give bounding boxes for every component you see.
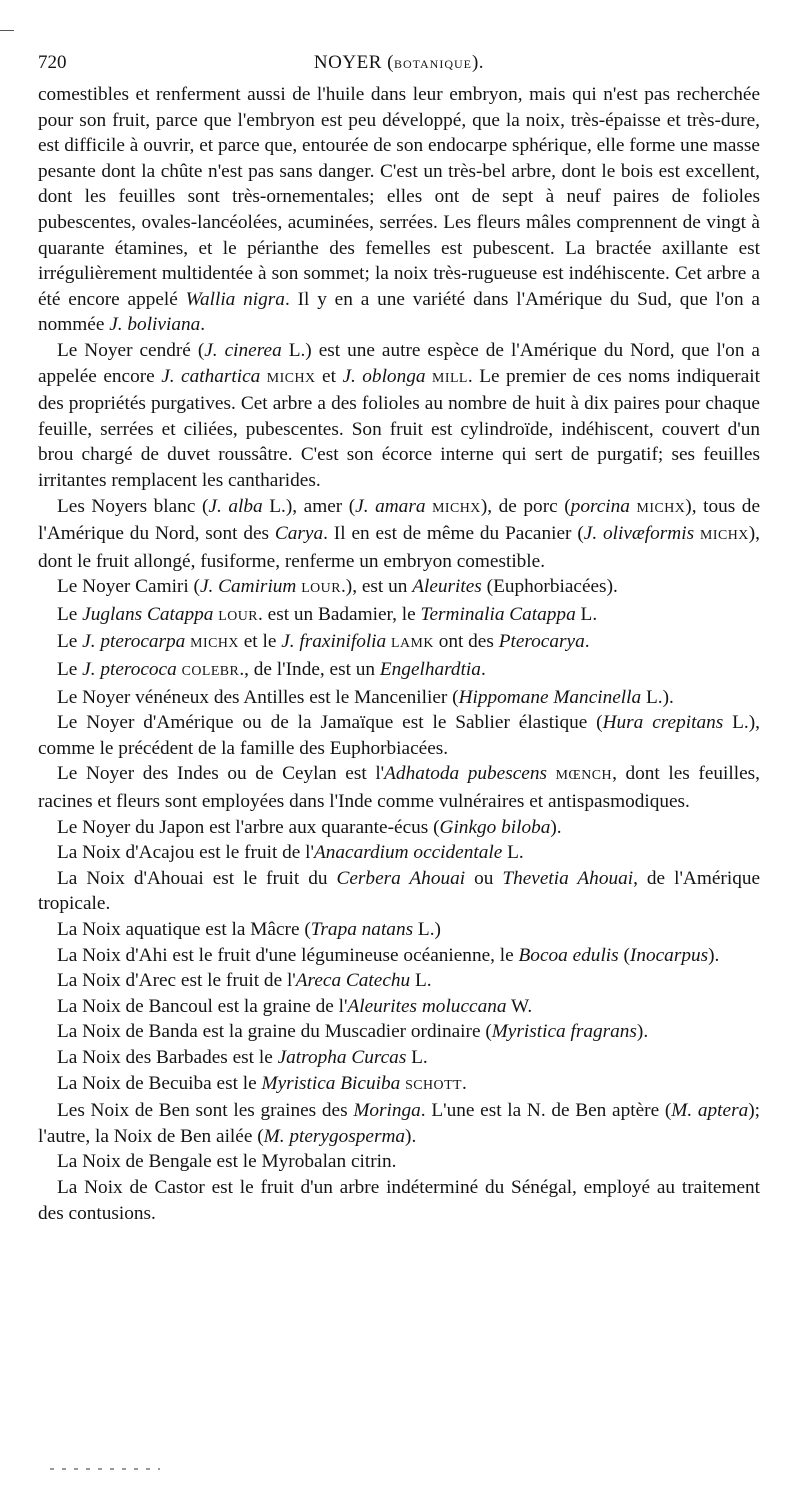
text-segment: . Il en est de même du Pacanier ( [323, 523, 584, 545]
text-segment: Les Noyers blanc ( [57, 495, 209, 517]
italic-term: J. pterococa [82, 659, 177, 681]
text-segment: . [200, 314, 206, 336]
text-segment: L.) [413, 919, 441, 940]
text-segment: , dont les feuilles, racines et fleurs sont employées dans l'Inde comme vulnéraires et antispasmodiques. [38, 763, 760, 813]
paragraph-p4 [38, 602, 760, 630]
italic-term: Juglans Catappa [82, 603, 214, 625]
text-segment: La Noix d'Ahi est le fruit d'une légumineuse océanienne, le [57, 944, 519, 966]
italic-term: Engelhardtia [379, 659, 481, 681]
running-head-end: ). [471, 52, 485, 73]
text-segment: Le Noyer Camiri ( [57, 576, 200, 598]
text-segment: . est un Badamier, le [258, 603, 421, 625]
italic-term: J. boliviana [109, 314, 201, 336]
text-segment: Le Noyer d'Amérique ou de la Jamaïque est le Sablier élastique ( [57, 712, 603, 734]
footer-scan-noise [50, 1468, 160, 1470]
text-segment: et le [238, 631, 282, 653]
text-segment: . L'une est la N. de Ben aptère ( [420, 1100, 672, 1122]
running-head [38, 52, 760, 74]
text-segment: La Noix d'Acajou est le fruit de l' [57, 842, 314, 864]
text-segment: La Noix de Becuiba est le [57, 1072, 262, 1094]
text-segment: L. [410, 970, 432, 992]
paragraph-p11 [38, 840, 760, 866]
italic-term: J. alba [208, 495, 263, 517]
italic-term: J. cathartica [161, 365, 261, 387]
paragraph-p17 [38, 1019, 760, 1045]
text-segment: Le [57, 659, 83, 681]
author-abbrev: COLEBR [181, 664, 240, 680]
text-segment: La Noix des Barbades est le [57, 1046, 278, 1068]
text-segment: La Noix d'Ahouai est le fruit du [57, 867, 337, 889]
text-segment: (Euphorbiacées). [481, 576, 618, 598]
author-abbrev: MICHX [190, 636, 239, 652]
text-segment: ., de l'Inde, est un [239, 659, 380, 681]
running-head-small-caps: BOTANIQUE [393, 57, 472, 71]
paragraph-p2 [38, 494, 760, 575]
document-page [38, 52, 760, 1226]
paragraph-p15 [38, 968, 760, 994]
paragraph-p0 [38, 82, 760, 338]
text-segment: Le Noyer cendré ( [57, 339, 205, 361]
text-segment: ), dont le fruit allongé, fusiforme, renferme un embryon comestible. [38, 523, 760, 572]
text-segment: . Il y en a une variété dans l'Amérique du Sud, que l'on a nommée [38, 288, 760, 336]
italic-term: Adhatoda pubescens [384, 763, 547, 785]
text-segment: . [462, 1072, 467, 1094]
author-abbrev: MICHX [432, 500, 481, 516]
italic-term: Terminalia Catappa [420, 603, 576, 625]
text-segment: ou [465, 867, 503, 889]
italic-term: Jatropha Curcas [277, 1046, 407, 1068]
paragraph-p21 [38, 1149, 760, 1175]
paragraph-p12 [38, 866, 760, 917]
text-segment: L.), amer ( [262, 495, 356, 517]
author-abbrev: MILL [431, 370, 468, 386]
text-segment: comestibles et renferment aussi de l'huile dans leur embryon, mais qui n'est pas recherchée pour son fruit, parce que l'embryon est peu développé, que la noix, très-épaisse et très-dure, est difficile à ouvrir, et parce que, entourée de son endocarpe sphérique, elle forme une masse pesante dont la chûte n'est pas sans danger. C'est un très-bel arbre, dont le bois est excellent, dont les feuilles sont très-ornementales; elles ont de sept à neuf paires de folioles pubescentes, ovales-lancéolées, acuminées, serrées. Les fleurs mâles comprennent de vingt à quarante étamines, et le périanthe des femelles est pubescent. La bractée axillante est irrégulièrement multidentée à son sommet; la noix très-rugueuse est indéhiscente. Cet arbre a été encore appelé [38, 84, 760, 310]
paragraph-p3 [38, 574, 760, 602]
author-abbrev: MICHX [636, 500, 686, 516]
italic-term: M. pterygosperma [263, 1125, 406, 1147]
text-segment: Le Noyer des Indes ou de Ceylan est l' [57, 763, 385, 785]
text-segment: . [480, 659, 486, 681]
paragraph-p16 [38, 994, 760, 1020]
paragraph-p6 [38, 657, 760, 685]
text-segment: ). [405, 1125, 417, 1147]
paragraph-p5 [38, 629, 760, 657]
page-header [38, 52, 760, 82]
italic-term: Moringa [353, 1100, 421, 1122]
text-segment: Le Noyer du Japon est l'arbre aux quarante-écus ( [57, 816, 440, 838]
text-segment: L.), comme le précédent de la famille des Euphorbiacées. [38, 712, 760, 759]
text-segment: ont des [433, 631, 499, 653]
page-number: 720 [38, 52, 67, 73]
paragraph-p18 [38, 1045, 760, 1071]
text-segment: L.) est une autre espèce de l'Amérique du Nord, que l'on a appelée encore [38, 339, 760, 387]
italic-term: Myristica fragrans [491, 1021, 637, 1043]
text-segment: ). [708, 944, 720, 966]
italic-term: Hippomane Mancinella [458, 686, 642, 708]
text-segment: La Noix de Bancoul est la graine de l' [57, 995, 348, 1017]
italic-term: J. amara [355, 495, 426, 517]
text-segment: ); l'autre, la Noix de Ben ailée ( [38, 1100, 760, 1147]
text-segment: W. [506, 995, 533, 1017]
text-segment: L.). [641, 686, 674, 708]
paragraph-p10 [38, 815, 760, 841]
italic-term: Cerbera Ahouai [336, 867, 466, 889]
paragraph-p1 [38, 338, 760, 494]
text-segment: , de l'Amérique tropicale. [38, 867, 761, 915]
page-edge-mark [0, 30, 14, 31]
author-abbrev: MICHX [266, 370, 316, 386]
italic-term: Carya [274, 523, 324, 545]
text-segment: ). [636, 1021, 649, 1043]
paragraph-p7 [38, 685, 760, 711]
italic-term: Bocoa edulis [518, 944, 619, 966]
paragraph-p20 [38, 1098, 760, 1149]
italic-term: Inocarpus [629, 944, 709, 966]
text-segment: Le [57, 603, 83, 625]
author-abbrev: MŒNCH [555, 768, 613, 784]
text-segment: L. [406, 1046, 428, 1068]
text-segment: . [584, 631, 590, 653]
running-head-main: NOYER ( [313, 52, 394, 73]
text-segment: ). [550, 816, 562, 838]
text-segment: Le [57, 631, 83, 653]
italic-term: Myristica Bicuiba [261, 1072, 401, 1094]
paragraph-p19 [38, 1071, 760, 1099]
italic-term: Aleurites [412, 576, 482, 598]
italic-term: porcina [570, 495, 630, 517]
text-segment: Le Noyer vénéneux des Antilles est le Mancenilier ( [57, 686, 459, 708]
paragraph-p22 [38, 1175, 760, 1226]
author-abbrev: LAMK [391, 636, 434, 652]
text-segment: La Noix aquatique est la Mâcre ( [57, 919, 311, 940]
author-abbrev: SCHOTT [405, 1077, 463, 1093]
text-segment: ), de porc ( [480, 495, 571, 517]
italic-term: Thevetia Ahouai [502, 867, 634, 889]
text-segment [630, 496, 637, 517]
italic-term: Hura crepitans [602, 712, 724, 734]
author-abbrev: LOUR [301, 581, 341, 597]
italic-term: M. aptera [671, 1100, 749, 1122]
text-segment: .), est un [340, 576, 413, 598]
italic-term: J. olivæformis [583, 523, 695, 545]
paragraph-p9 [38, 761, 760, 814]
text-segment: La Noix d'Arec est le fruit de l' [57, 970, 296, 992]
text-segment: Les Noix de Ben sont les graines des [57, 1100, 354, 1122]
italic-term: J. oblonga [342, 365, 426, 387]
text-segment: L. [502, 842, 524, 864]
paragraph-p14 [38, 943, 760, 969]
italic-term: Aleurites moluccana [347, 995, 507, 1017]
paragraph-p13 [38, 917, 760, 943]
body-text [38, 82, 760, 1226]
text-segment: . Le premier de ces noms indiquerait des propriétés purgatives. Cet arbre a des folioles au nombre de huit à dix paires pour chaque feuille, serrées et ciliées, pubescentes. Son fruit est cylindroïde, indéhiscent, couvert d'un brou chargé de duvet roussâtre. C'est son écorce interne qui sert de purgatif; ses feuilles irritantes remplacent les cantharides. [38, 365, 760, 491]
text-segment: La Noix de Banda est la graine du Muscadier ordinaire ( [57, 1021, 492, 1043]
author-abbrev: MICHX [699, 528, 749, 544]
italic-term: J. pterocarpa [82, 631, 186, 653]
text-segment: ), tous de l'Amérique du Nord, sont des [38, 495, 761, 545]
paragraph-p8 [38, 710, 760, 761]
author-abbrev: LOUR [218, 608, 258, 624]
text-segment: ( [618, 944, 630, 966]
italic-term: J. Camirium [199, 576, 297, 598]
italic-term: J. fraxinifolia [281, 631, 387, 653]
italic-term: Ginkgo biloba [439, 816, 551, 838]
italic-term: Wallia nigra [185, 288, 285, 310]
italic-term: Anacardium occidentale [314, 842, 503, 864]
text-segment: et [315, 365, 343, 387]
italic-term: J. cinerea [204, 339, 282, 361]
text-segment [547, 763, 556, 784]
text-segment: La Noix de Bengale est le Myrobalan citrin. [57, 1151, 397, 1173]
text-segment: L. [575, 603, 598, 625]
italic-term: Areca Catechu [295, 970, 411, 992]
italic-term: Pterocarya [498, 631, 585, 653]
italic-term: Trapa natans [310, 919, 414, 940]
text-segment: La Noix de Castor est le fruit d'un arbre indéterminé du Sénégal, employé au traitement des contusions. [38, 1176, 760, 1224]
